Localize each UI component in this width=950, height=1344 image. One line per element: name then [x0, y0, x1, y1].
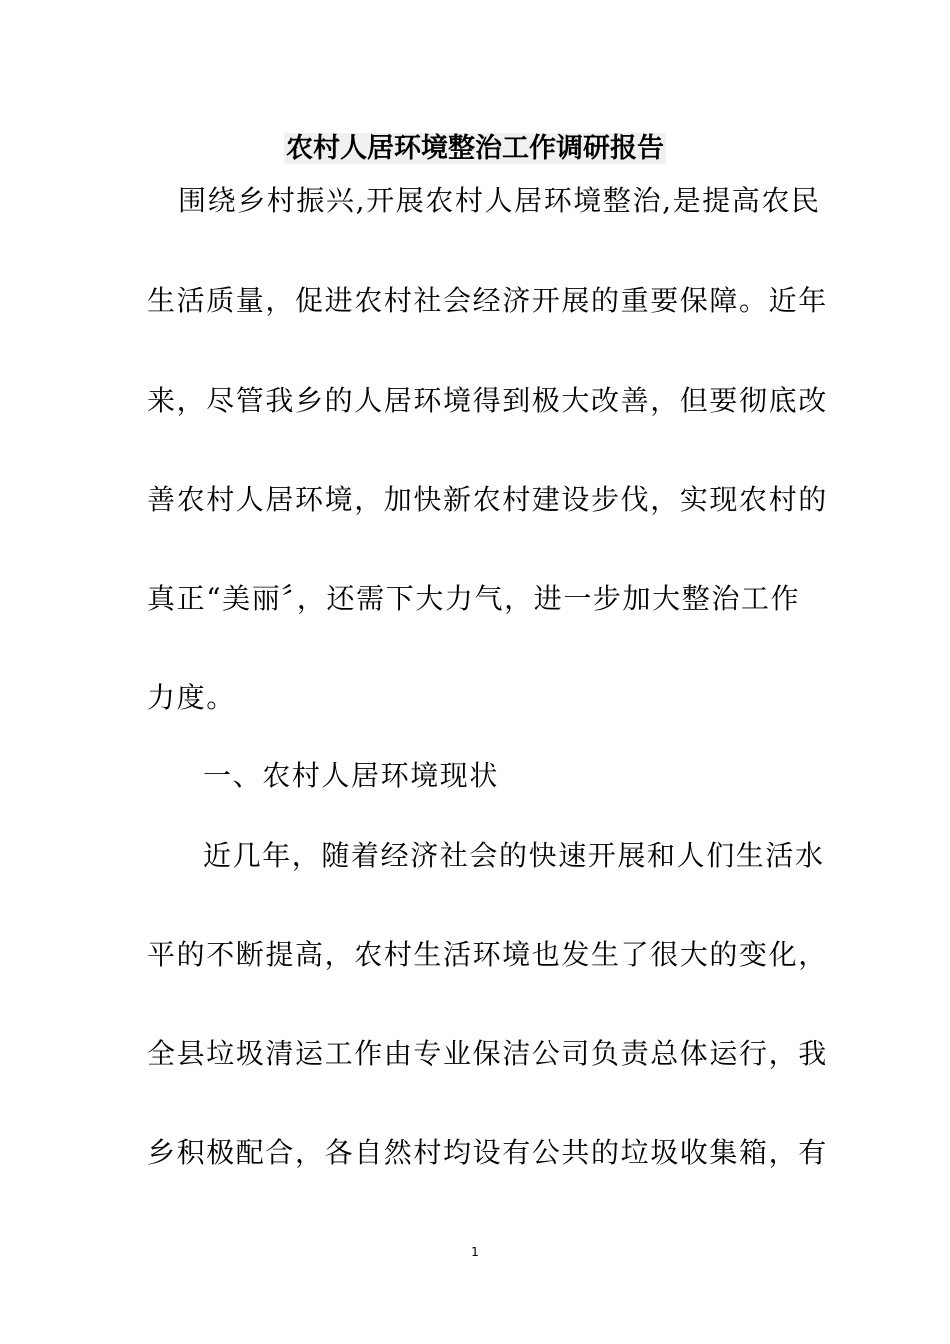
body-line-6: 力度。 — [147, 681, 236, 714]
body-line-7: 近几年，随着经济社会的快速开展和人们生活水 — [203, 839, 825, 872]
body-line-9: 全县垃圾清运工作由专业保洁公司负责总体运行，我 — [147, 1037, 828, 1070]
document-title-text: 农村人居环境整治工作调研报告 — [286, 133, 664, 164]
body-line-3: 来，尽管我乡的人居环境得到极大改善，但要彻底改 — [147, 384, 828, 417]
body-line-5: 真正“美丽〞，还需下大力气，进一步加大整治工作 — [147, 582, 801, 615]
page-number: 1 — [471, 1245, 479, 1259]
body-line-8: 平的不断提高，农村生活环境也发生了很大的变化， — [147, 938, 828, 971]
body-line-4: 善农村人居环境，加快新农村建设步伐，实现农村的 — [147, 483, 828, 516]
section-heading-1: 一、农村人居环境现状 — [203, 759, 500, 792]
body-line-10: 乡积极配合，各自然村均设有公共的垃圾收集箱，有 — [147, 1136, 828, 1169]
document-title — [0, 131, 950, 167]
body-line-2: 生活质量，促进农村社会经济开展的重要保障。近年 — [147, 284, 828, 317]
body-line-1: 围绕乡村振兴,开展农村人居环境整治,是提高农民 — [178, 184, 821, 217]
